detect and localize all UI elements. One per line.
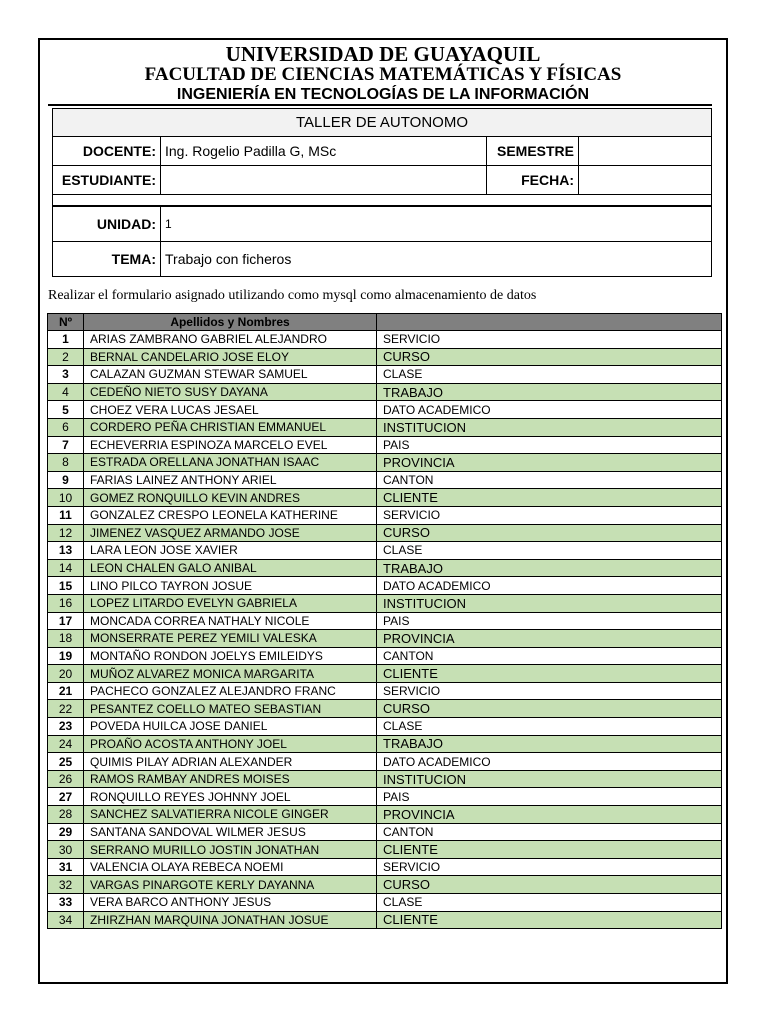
table-row: [48, 331, 722, 349]
row-name: VALENCIA OLAYA REBECA NOEMI: [84, 858, 377, 876]
row-name: POVEDA HUILCA JOSE DANIEL: [84, 718, 377, 736]
row-name: CHOEZ VERA LUCAS JESAEL: [84, 401, 377, 419]
row-name: ESTRADA ORELLANA JONATHAN ISAAC: [84, 454, 377, 472]
spacer-row: [52, 192, 712, 206]
row-topic: CLIENTE: [377, 841, 722, 859]
row-topic: SERVICIO: [377, 682, 722, 700]
row-number: 29: [48, 823, 84, 841]
topic-table: [52, 206, 712, 277]
row-number: 28: [48, 806, 84, 824]
row-name: FARIAS LAINEZ ANTHONY ARIEL: [84, 471, 377, 489]
row-name: ZHIRZHAN MARQUINA JONATHAN JOSUE: [84, 911, 377, 929]
row-name: QUIMIS PILAY ADRIAN ALEXANDER: [84, 753, 377, 771]
row-name: SERRANO MURILLO JOSTIN JONATHAN: [84, 841, 377, 859]
row-number: 24: [48, 735, 84, 753]
table-row: [48, 383, 722, 401]
row-name: RONQUILLO REYES JOHNNY JOEL: [84, 788, 377, 806]
row-topic: CURSO: [377, 876, 722, 894]
table-header-row: [48, 314, 722, 331]
estudiante-value: [161, 166, 487, 195]
fecha-value: [579, 166, 712, 195]
row-topic: PROVINCIA: [377, 454, 722, 472]
table-row: [48, 876, 722, 894]
row-topic: SERVICIO: [377, 858, 722, 876]
row-topic: CLASE: [377, 366, 722, 384]
table-row: [48, 806, 722, 824]
row-topic: DATO ACADEMICO: [377, 401, 722, 419]
title-divider: [48, 104, 712, 106]
row-name: ARIAS ZAMBRANO GABRIEL ALEJANDRO: [84, 331, 377, 349]
row-name: CEDEÑO NIETO SUSY DAYANA: [84, 383, 377, 401]
table-row: [48, 911, 722, 929]
col-header-topic: [377, 314, 722, 331]
table-row: [48, 665, 722, 683]
row-topic: CLIENTE: [377, 911, 722, 929]
row-number: 9: [48, 471, 84, 489]
row-name: LINO PILCO TAYRON JOSUE: [84, 577, 377, 595]
row-number: 34: [48, 911, 84, 929]
table-row: [48, 823, 722, 841]
row-number: 23: [48, 718, 84, 736]
col-header-number: Nº: [48, 314, 84, 331]
table-row: [48, 559, 722, 577]
row-topic: PROVINCIA: [377, 806, 722, 824]
row-number: 10: [48, 489, 84, 507]
row-number: 11: [48, 506, 84, 524]
table-row: [48, 524, 722, 542]
row-number: 2: [48, 348, 84, 366]
row-topic: CURSO: [377, 348, 722, 366]
row-topic: INSTITUCION: [377, 594, 722, 612]
row-name: RAMOS RAMBAY ANDRES MOISES: [84, 770, 377, 788]
table-row: [48, 594, 722, 612]
table-row: [48, 542, 722, 560]
table-row: [48, 841, 722, 859]
table-row: [48, 718, 722, 736]
info-table: [52, 108, 712, 195]
row-name: VERA BARCO ANTHONY JESUS: [84, 894, 377, 912]
unidad-label: UNIDAD:: [53, 207, 161, 242]
row-number: 18: [48, 630, 84, 648]
table-row: [48, 577, 722, 595]
table-row: [48, 454, 722, 472]
row-topic: PAIS: [377, 788, 722, 806]
estudiante-label: ESTUDIANTE:: [53, 166, 161, 195]
row-name: GONZALEZ CRESPO LEONELA KATHERINE: [84, 506, 377, 524]
row-topic: PAIS: [377, 612, 722, 630]
row-number: 27: [48, 788, 84, 806]
row-name: LOPEZ LITARDO EVELYN GABRIELA: [84, 594, 377, 612]
row-topic: CLASE: [377, 894, 722, 912]
row-topic: SERVICIO: [377, 506, 722, 524]
row-number: 3: [48, 366, 84, 384]
row-topic: CLASE: [377, 542, 722, 560]
row-number: 14: [48, 559, 84, 577]
table-row: [48, 894, 722, 912]
table-row: [48, 612, 722, 630]
table-row: [48, 735, 722, 753]
tema-value: Trabajo con ficheros: [161, 242, 712, 277]
row-topic: TRABAJO: [377, 383, 722, 401]
row-name: VARGAS PINARGOTE KERLY DAYANNA: [84, 876, 377, 894]
row-name: LEON CHALEN GALO ANIBAL: [84, 559, 377, 577]
fecha-label: FECHA:: [487, 166, 579, 195]
university-title: UNIVERSIDAD DE GUAYAQUIL: [225, 42, 541, 66]
row-number: 13: [48, 542, 84, 560]
faculty-title: FACULTAD DE CIENCIAS MATEMÁTICAS Y FÍSICAS: [144, 64, 622, 85]
row-topic: PAIS: [377, 436, 722, 454]
banner-title: TALLER DE AUTONOMO: [53, 109, 712, 137]
unidad-value: 1: [161, 207, 712, 242]
row-number: 15: [48, 577, 84, 595]
row-topic: DATO ACADEMICO: [377, 577, 722, 595]
row-name: MONTAÑO RONDON JOELYS EMILEIDYS: [84, 647, 377, 665]
row-name: CORDERO PEÑA CHRISTIAN EMMANUEL: [84, 418, 377, 436]
row-topic: CANTON: [377, 471, 722, 489]
row-topic: PROVINCIA: [377, 630, 722, 648]
table-row: [48, 788, 722, 806]
table-row: [48, 770, 722, 788]
row-number: 1: [48, 331, 84, 349]
row-number: 4: [48, 383, 84, 401]
table-body: [48, 331, 722, 929]
row-number: 17: [48, 612, 84, 630]
row-number: 5: [48, 401, 84, 419]
row-name: BERNAL CANDELARIO JOSE ELOY: [84, 348, 377, 366]
row-topic: CURSO: [377, 524, 722, 542]
students-table: [47, 313, 722, 929]
row-number: 33: [48, 894, 84, 912]
table-row: [48, 753, 722, 771]
tema-label: TEMA:: [53, 242, 161, 277]
semestre-value: [579, 137, 712, 166]
instruction-text: Realizar el formulario asignado utilizando como mysql como almacenamiento de datos: [48, 288, 537, 303]
table-row: [48, 436, 722, 454]
row-number: 22: [48, 700, 84, 718]
career-title: INGENIERÍA EN TECNOLOGÍAS DE LA INFORMACIÓN: [176, 86, 590, 103]
row-topic: CANTON: [377, 823, 722, 841]
row-number: 26: [48, 770, 84, 788]
row-number: 31: [48, 858, 84, 876]
row-number: 16: [48, 594, 84, 612]
col-header-names: Apellidos y Nombres: [84, 314, 377, 331]
row-name: JIMENEZ VASQUEZ ARMANDO JOSE: [84, 524, 377, 542]
row-name: GOMEZ RONQUILLO KEVIN ANDRES: [84, 489, 377, 507]
row-topic: INSTITUCION: [377, 418, 722, 436]
row-topic: TRABAJO: [377, 735, 722, 753]
table-row: [48, 700, 722, 718]
table-row: [48, 647, 722, 665]
row-name: SANTANA SANDOVAL WILMER JESUS: [84, 823, 377, 841]
row-topic: SERVICIO: [377, 331, 722, 349]
docente-value: Ing. Rogelio Padilla G, MSc: [161, 137, 487, 166]
row-name: MONSERRATE PEREZ YEMILI VALESKA: [84, 630, 377, 648]
row-number: 30: [48, 841, 84, 859]
row-number: 12: [48, 524, 84, 542]
row-number: 6: [48, 418, 84, 436]
row-number: 32: [48, 876, 84, 894]
table-row: [48, 348, 722, 366]
table-row: [48, 858, 722, 876]
table-row: [48, 630, 722, 648]
row-topic: TRABAJO: [377, 559, 722, 577]
row-number: 19: [48, 647, 84, 665]
row-name: MONCADA CORREA NATHALY NICOLE: [84, 612, 377, 630]
row-topic: CLIENTE: [377, 665, 722, 683]
row-name: LARA LEON JOSE XAVIER: [84, 542, 377, 560]
row-topic: INSTITUCION: [377, 770, 722, 788]
row-name: ECHEVERRIA ESPINOZA MARCELO EVEL: [84, 436, 377, 454]
table-row: [48, 418, 722, 436]
table-row: [48, 506, 722, 524]
row-topic: DATO ACADEMICO: [377, 753, 722, 771]
row-number: 8: [48, 454, 84, 472]
table-row: [48, 489, 722, 507]
row-name: PROAÑO ACOSTA ANTHONY JOEL: [84, 735, 377, 753]
row-topic: CLASE: [377, 718, 722, 736]
semestre-label: SEMESTRE: [487, 137, 579, 166]
table-row: [48, 471, 722, 489]
row-topic: CLIENTE: [377, 489, 722, 507]
table-row: [48, 682, 722, 700]
row-name: MUÑOZ ALVAREZ MONICA MARGARITA: [84, 665, 377, 683]
row-number: 7: [48, 436, 84, 454]
row-name: PESANTEZ COELLO MATEO SEBASTIAN: [84, 700, 377, 718]
table-row: [48, 401, 722, 419]
row-name: SANCHEZ SALVATIERRA NICOLE GINGER: [84, 806, 377, 824]
row-name: CALAZAN GUZMAN STEWAR SAMUEL: [84, 366, 377, 384]
row-topic: CURSO: [377, 700, 722, 718]
table-row: [48, 366, 722, 384]
row-number: 21: [48, 682, 84, 700]
row-number: 20: [48, 665, 84, 683]
docente-label: DOCENTE:: [53, 137, 161, 166]
row-name: PACHECO GONZALEZ ALEJANDRO FRANC: [84, 682, 377, 700]
row-topic: CANTON: [377, 647, 722, 665]
row-number: 25: [48, 753, 84, 771]
